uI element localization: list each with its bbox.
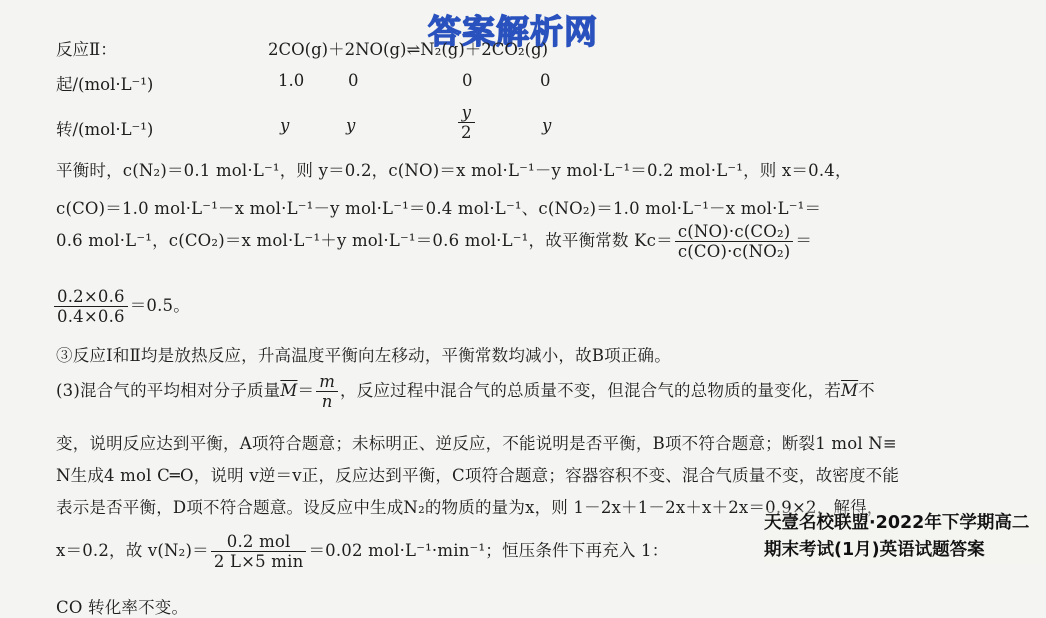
start-value-co2: 0: [540, 71, 551, 90]
ratio-numerator: 0.2×0.6: [54, 287, 128, 307]
mass-denominator: n: [321, 392, 333, 411]
kc-denominator: c(CO)·c(NO₂): [677, 242, 791, 261]
rate-numerator: 0.2 mol: [211, 532, 307, 552]
change-value-n2: [456, 103, 477, 142]
line6-prefix: (3)混合气的平均相对分子质量: [56, 381, 281, 400]
text-line-6: [56, 372, 875, 411]
ratio-denominator: 0.4×0.6: [57, 307, 125, 326]
line10-prefix: x＝0.2，故 v(N₂)＝: [56, 541, 209, 560]
mass-numerator: m: [316, 372, 338, 392]
reaction-equation: 2CO(g)＋2NO(g)⇌N₂(g)＋2CO₂(g): [268, 40, 549, 59]
text-line-8: N生成4 mol C═O，说明 v逆＝v正，反应达到平衡，C项符合题意；容器容积不变、混合气质量不变，故密度不能: [56, 466, 900, 485]
line6-tail: ，反应过程中混合气的总质量不变，但混合气的总物质的量变化，若: [340, 381, 842, 400]
line3-text: 0.6 mol·L⁻¹，c(CO₂)＝x mol·L⁻¹＋y mol·L⁻¹＝0.6 mol·L⁻¹，故平衡常数 Kc＝: [56, 231, 673, 250]
text-line-11: CO 转化率不变。: [56, 598, 189, 617]
start-row-label: 起/(mol·L⁻¹): [56, 75, 154, 94]
mean-mass-symbol: $\overline{M}$: [280, 381, 298, 400]
change-value-no: y: [346, 116, 356, 135]
line10-tail: ＝0.02 mol·L⁻¹·min⁻¹；恒压条件下再充入 1：: [308, 541, 669, 560]
text-line-7: 变，说明反应达到平衡，A项符合题意；未标明正、逆反应，不能说明是否平衡，B项不符合题意；断裂1 mol N≡: [56, 434, 897, 453]
change-n2-numerator: y: [458, 103, 475, 123]
text-line-1: 平衡时，c(N₂)＝0.1 mol·L⁻¹，则 y＝0.2，c(NO)＝x mol·L⁻¹－y mol·L⁻¹＝0.2 mol·L⁻¹，则 x＝0.4，: [56, 161, 852, 180]
start-value-n2: 0: [462, 71, 473, 90]
text-line-3: [56, 222, 812, 261]
change-value-co2: y: [542, 116, 552, 135]
kc-equals: ＝: [795, 231, 813, 250]
change-row-label: 转/(mol·L⁻¹): [56, 120, 154, 139]
text-line-10: [56, 532, 668, 571]
line6-equals: ＝: [297, 381, 315, 400]
kc-numerator: c(NO)·c(CO₂): [675, 222, 794, 242]
reaction-label: 反应Ⅱ：: [56, 40, 117, 59]
ratio-result: ＝0.5。: [129, 296, 190, 315]
text-line-4: [54, 287, 190, 326]
start-value-no: 0: [348, 71, 359, 90]
text-line-2: c(CO)＝1.0 mol·L⁻¹－x mol·L⁻¹－y mol·L⁻¹＝0.4 mol·L⁻¹、c(NO₂)＝1.0 mol·L⁻¹－x mol·L⁻¹＝: [56, 199, 822, 218]
rate-denominator: 2 L×5 min: [213, 552, 304, 571]
watermark-logo: 答案解析网: [428, 12, 598, 51]
change-value-co: y: [280, 116, 290, 135]
change-n2-denominator: 2: [461, 123, 472, 142]
corner-caption: 天壹名校联盟·2022年下学期高二期末考试(1月)英语试题答案: [764, 510, 1046, 564]
mean-mass-symbol-2: $\overline{M}$: [841, 381, 859, 400]
text-line-5: ③反应Ⅰ和Ⅱ均是放热反应，升高温度平衡向左移动，平衡常数均减小，故B项正确。: [56, 346, 671, 365]
start-value-co: 1.0: [278, 71, 305, 90]
text-line-9: 表示是否平衡，D项不符合题意。设反应中生成N₂的物质的量为x，则 1－2x＋1－2x＋x＋2x＝0.9×2，解得，: [56, 498, 884, 517]
line6-end: 不: [858, 381, 875, 400]
